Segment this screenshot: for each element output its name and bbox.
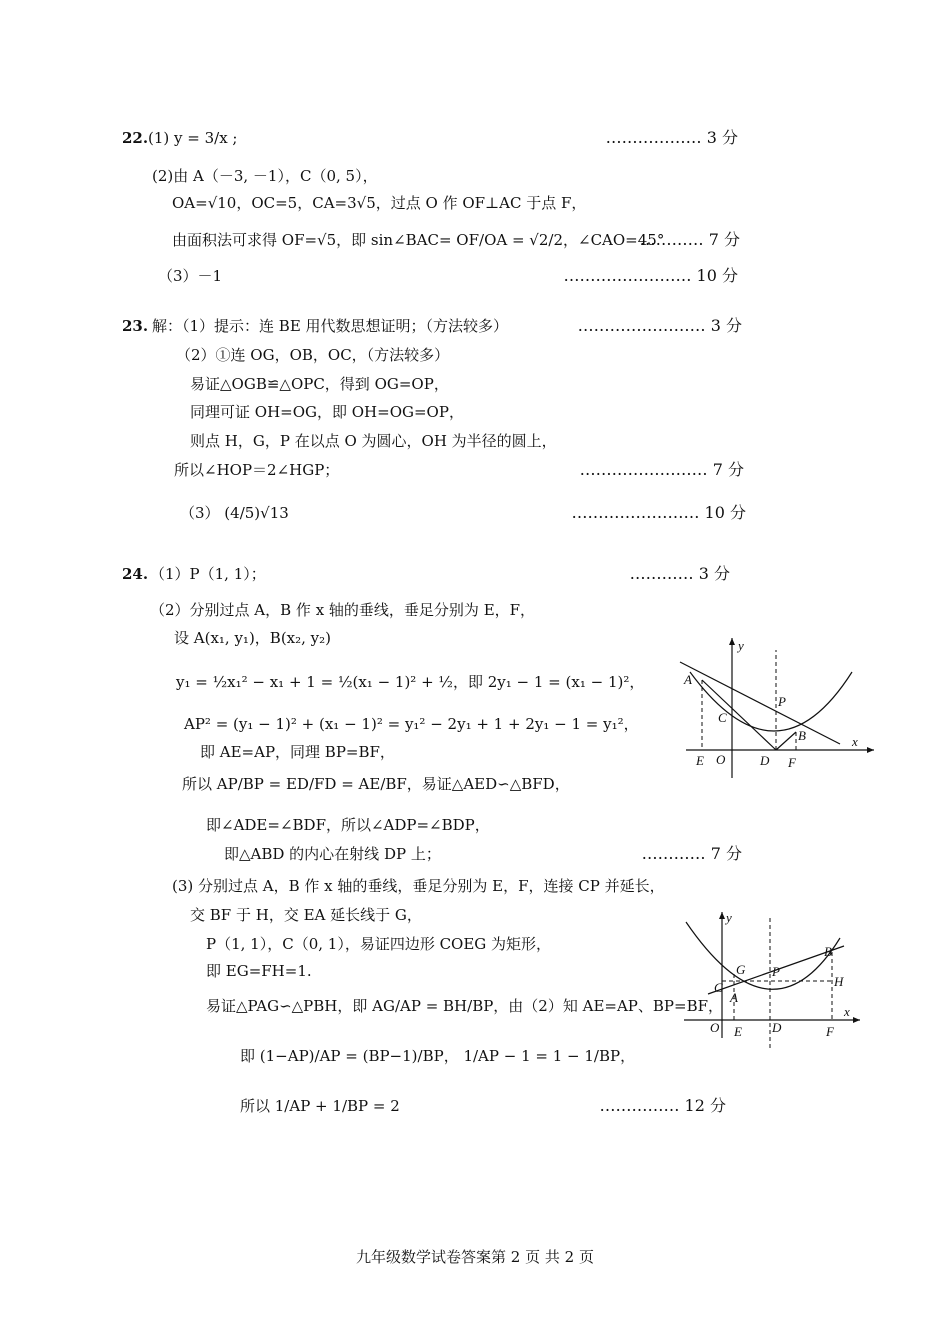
parabola-figure-1 <box>672 632 882 782</box>
q24-part2-line8: 即△ABD 的内心在射线 DP 上； <box>224 845 441 863</box>
q22-part3-score: …………………… 10 分 <box>563 266 738 285</box>
q22-part2-line3: 由面积法可求得 OF=√5，即 sin∠BAC= OF/OA = √2/2，∠CAO=45° <box>172 231 665 249</box>
q24-part3-line3: P（1, 1），C（0, 1），易证四边形 COEG 为矩形， <box>206 935 552 953</box>
fig1-label-y: y <box>738 638 744 653</box>
q22-part3: （3）－1 <box>158 267 223 285</box>
q23-part3-score: …………………… 10 分 <box>571 503 746 522</box>
fig2-label-o: O <box>710 1020 720 1035</box>
fig2-label-h: H <box>834 974 844 989</box>
q22-part2-line2: OA=√10，OC=5，CA=3√5，过点 O 作 OF⊥AC 于点 F， <box>172 194 587 212</box>
q24-part1: （1）P（1, 1）； <box>150 565 266 583</box>
q24-part3-line7: 所以 1/AP + 1/BP = 2 <box>240 1097 400 1115</box>
q23-part2-line4: 则点 H，G，P 在以点 O 为圆心，OH 为半径的圆上， <box>190 432 557 450</box>
fig1-label-o: O <box>716 752 726 767</box>
q24-part2-line4: AP² = (y₁ − 1)² + (x₁ − 1)² = y₁² − 2y₁ + 1 + 2y₁ − 1 = y₁²， <box>184 715 639 733</box>
fig2-label-b: B <box>824 944 832 959</box>
q23-part2-score: …………………… 7 分 <box>579 460 744 479</box>
fig2-label-f: F <box>826 1024 834 1039</box>
q23-part2-line5: 所以∠HOP＝2∠HGP； <box>174 461 340 479</box>
q24-part2-line3: y₁ = ½x₁² − x₁ + 1 = ½(x₁ − 1)² + ½，即 2y₁ − 1 = (x₁ − 1)²， <box>176 673 645 691</box>
fig2-label-g: G <box>736 962 746 977</box>
fig1-label-c: C <box>718 710 727 725</box>
q24-part3-line4: 即 EG=FH=1. <box>206 962 312 980</box>
q23-part1-score: …………………… 3 分 <box>577 316 742 335</box>
q23-part3: （3） (4/5)√13 <box>180 504 289 522</box>
q24-part3-line2: 交 BF 于 H，交 EA 延长线于 G， <box>190 906 422 924</box>
fig2-label-y: y <box>726 910 732 925</box>
parabola-figure-2 <box>680 908 870 1048</box>
q23-part2-line1: （2）①连 OG，OB，OC，（方法较多） <box>176 346 450 364</box>
q24-part2-line5: 即 AE=AP，同理 BP=BF， <box>200 743 395 761</box>
fig1-label-p: P <box>778 694 786 709</box>
q22-part2-score: ………… 7 分 <box>639 230 740 249</box>
fig2-label-d: D <box>772 1020 782 1035</box>
fig1-label-d: D <box>760 753 770 768</box>
fig1-label-a: A <box>684 672 692 687</box>
fig1-label-f: F <box>788 755 796 770</box>
fig2-label-e: E <box>734 1024 742 1039</box>
fig1-label-b: B <box>798 728 806 743</box>
q24-part2-line6: 所以 AP/BP = ED/FD = AE/BF，易证△AED∽△BFD， <box>182 775 570 793</box>
q22-part1-score: ……………… 3 分 <box>605 128 738 147</box>
q22-part2-line1: (2)由 A（－3, －1），C（0, 5）， <box>152 167 378 185</box>
fig2-label-p: P <box>772 964 780 979</box>
fig2-label-c: C <box>714 980 723 995</box>
q23-number: 23. <box>122 317 149 335</box>
q24-part2-line1: （2）分别过点 A，B 作 x 轴的垂线，垂足分别为 E，F， <box>150 601 536 619</box>
q23-part2-line3: 同理可证 OH=OG，即 OH=OG=OP， <box>190 403 464 421</box>
fig1-label-x: x <box>852 734 858 749</box>
fig2-label-a: A <box>730 990 738 1005</box>
q24-part3-score: …………… 12 分 <box>599 1096 726 1115</box>
q24-part2-line7: 即∠ADE=∠BDF，所以∠ADP=∠BDP， <box>206 816 490 834</box>
q24-number: 24. <box>122 565 149 583</box>
q24-part3-line5: 易证△PAG∽△PBH，即 AG/AP = BH/BP，由（2）知 AE=AP、BP=BF， <box>206 997 724 1015</box>
q23-part2-line2: 易证△OGB≌△OPC，得到 OG=OP， <box>190 375 449 393</box>
q23-part1: 解：（1）提示：连 BE 用代数思想证明；（方法较多） <box>152 317 509 335</box>
q22-number: 22. <box>122 129 149 147</box>
fig1-label-e: E <box>696 753 704 768</box>
q24-part3-line1: (3) 分别过点 A，B 作 x 轴的垂线，垂足分别为 E，F，连接 CP 并延长， <box>172 877 665 895</box>
q24-part1-score: ………… 3 分 <box>629 564 730 583</box>
q22-part1: (1) y = 3/x ; <box>148 129 238 147</box>
q24-part2-score: ………… 7 分 <box>641 844 742 863</box>
fig2-label-x: x <box>844 1004 850 1019</box>
q24-part2-line2: 设 A(x₁, y₁)，B(x₂, y₂) <box>174 629 332 647</box>
q24-part3-line6: 即 (1−AP)/AP = (BP−1)/BP， 1/AP − 1 = 1 − 1/BP， <box>240 1047 636 1065</box>
page-footer: 九年级数学试卷答案第 2 页 共 2 页 <box>356 1248 594 1266</box>
